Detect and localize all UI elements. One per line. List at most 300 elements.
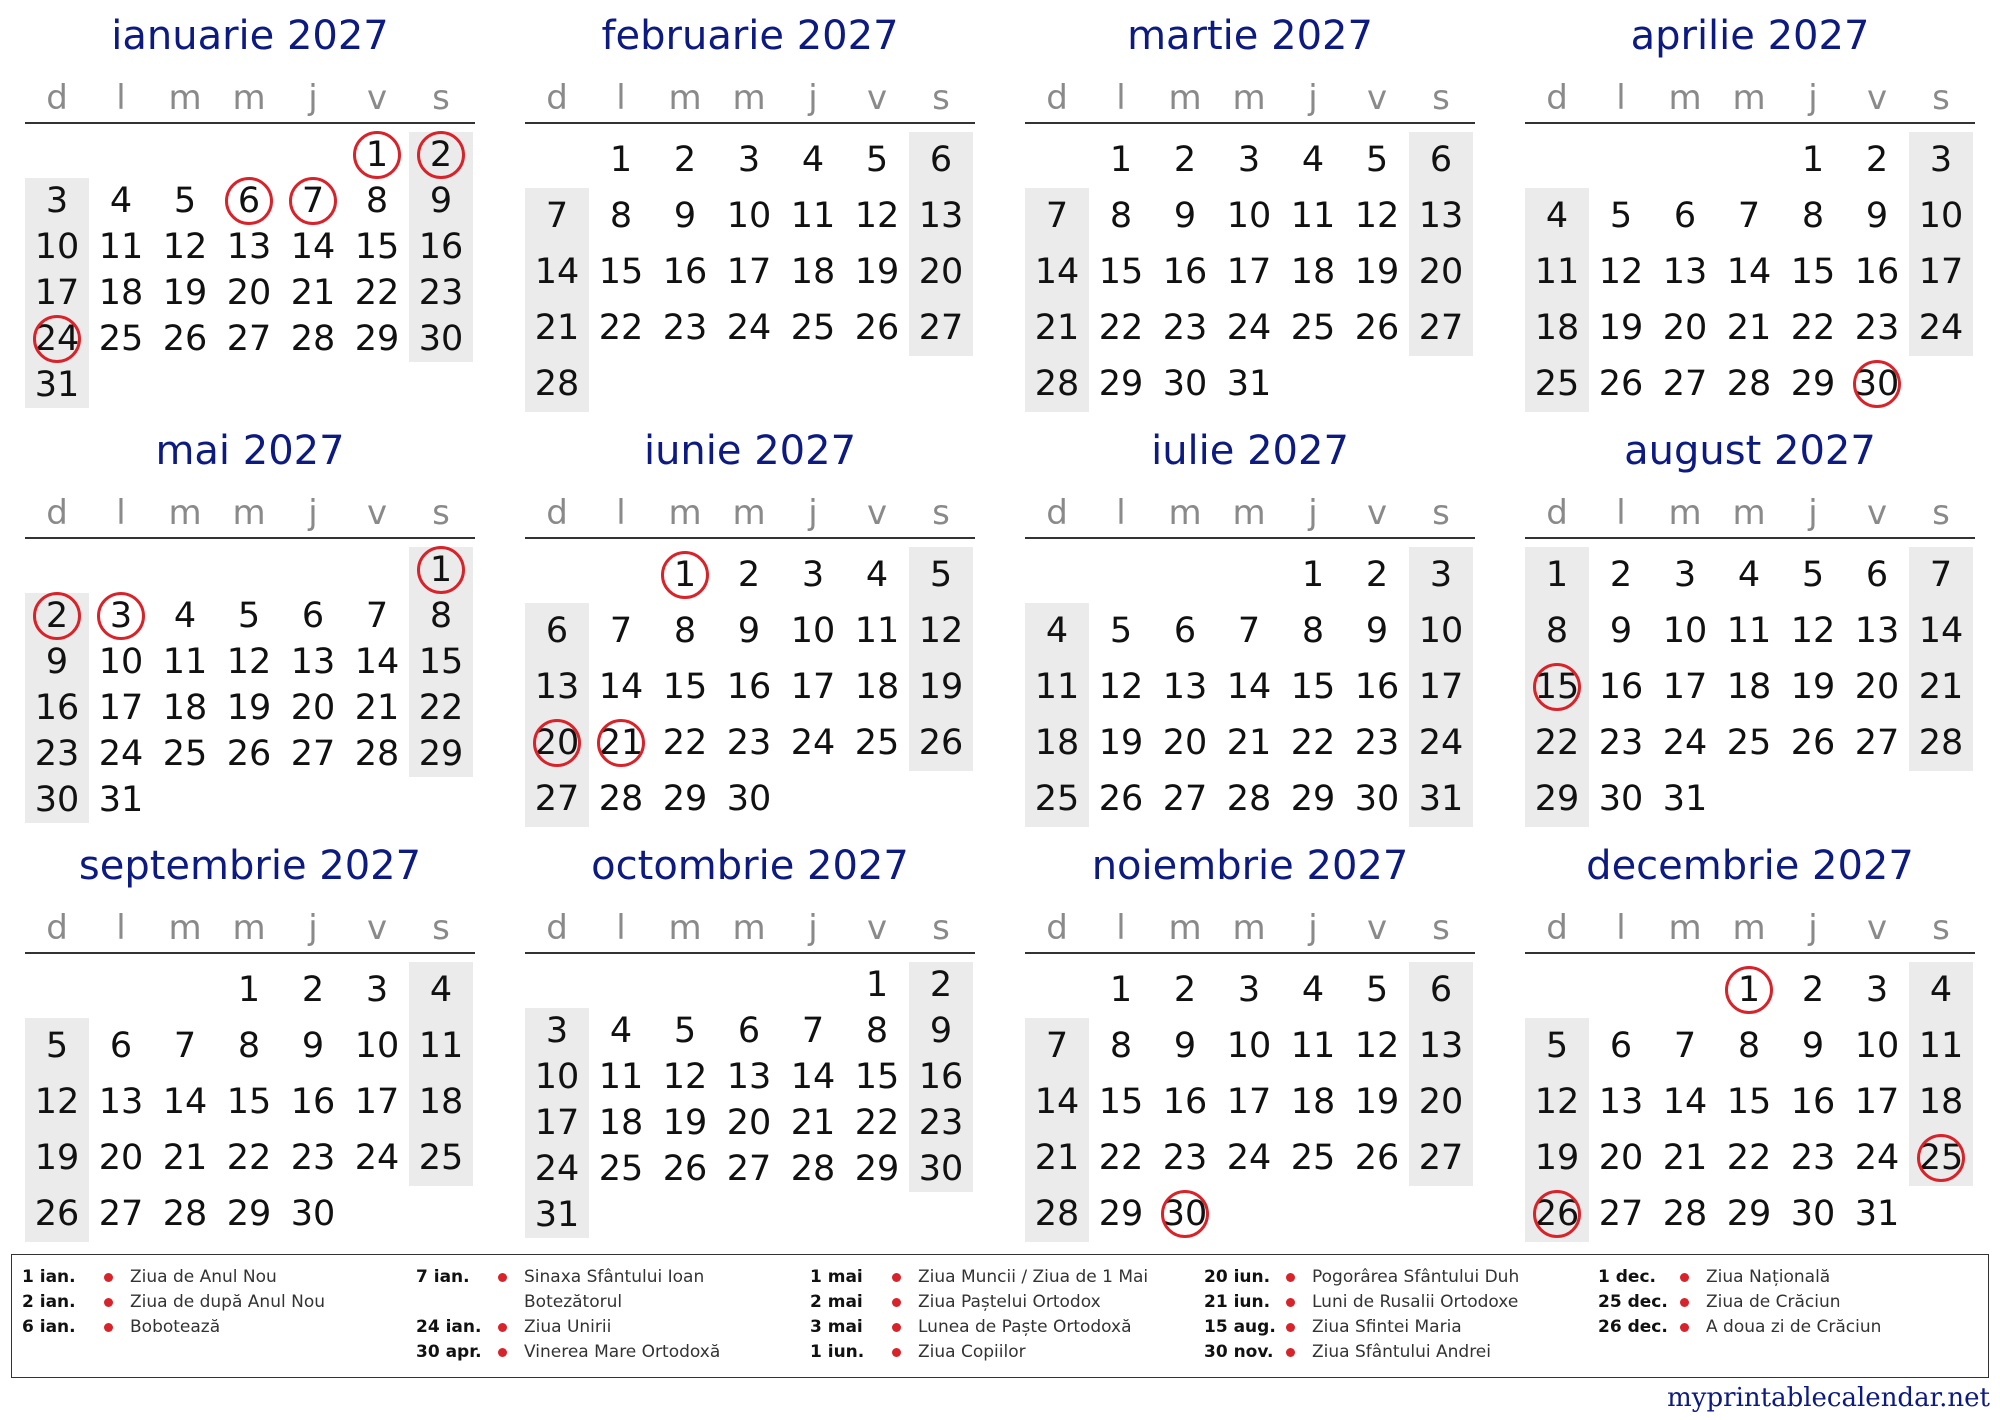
day-cell[interactable]: 8 bbox=[1109, 196, 1133, 236]
day-cell[interactable]: 13 bbox=[1418, 196, 1464, 236]
day-cell[interactable]: 3 bbox=[1929, 140, 1953, 180]
day-cell[interactable]: 11 bbox=[598, 1057, 644, 1097]
day-cell[interactable]: 16 bbox=[1162, 1082, 1208, 1122]
day-cell[interactable]: 16 bbox=[1354, 667, 1400, 707]
day-cell[interactable]: 31 bbox=[534, 1195, 580, 1235]
day-cell[interactable]: 19 bbox=[1354, 1082, 1400, 1122]
day-cell[interactable]: 1 bbox=[1109, 140, 1133, 180]
day-cell[interactable]: 28 bbox=[790, 1149, 836, 1189]
day-cell[interactable]: 13 bbox=[98, 1082, 144, 1122]
day-cell[interactable]: 10 bbox=[790, 611, 836, 651]
day-cell[interactable]: 16 bbox=[662, 252, 708, 292]
holiday-day[interactable]: 1 bbox=[345, 133, 409, 177]
day-cell[interactable]: 13 bbox=[290, 642, 336, 682]
day-cell[interactable]: 22 bbox=[1098, 308, 1144, 348]
day-cell[interactable]: 21 bbox=[1726, 308, 1772, 348]
day-cell[interactable]: 19 bbox=[1534, 1138, 1580, 1178]
day-cell[interactable]: 16 bbox=[418, 227, 464, 267]
day-cell[interactable]: 1 bbox=[237, 970, 261, 1010]
day-cell[interactable]: 6 bbox=[109, 1026, 133, 1066]
day-cell[interactable]: 27 bbox=[290, 734, 336, 774]
day-cell[interactable]: 24 bbox=[1854, 1138, 1900, 1178]
day-cell[interactable]: 3 bbox=[545, 1011, 569, 1051]
day-cell[interactable]: 27 bbox=[1418, 1138, 1464, 1178]
day-cell[interactable]: 26 bbox=[1790, 723, 1836, 763]
holiday-day[interactable]: 3 bbox=[89, 594, 153, 638]
day-cell[interactable]: 10 bbox=[98, 642, 144, 682]
day-cell[interactable]: 11 bbox=[1290, 196, 1336, 236]
day-cell[interactable]: 5 bbox=[1109, 611, 1133, 651]
day-cell[interactable]: 15 bbox=[418, 642, 464, 682]
day-cell[interactable]: 11 bbox=[854, 611, 900, 651]
day-cell[interactable]: 22 bbox=[1290, 723, 1336, 763]
day-cell[interactable]: 29 bbox=[418, 734, 464, 774]
day-cell[interactable]: 22 bbox=[1534, 723, 1580, 763]
day-cell[interactable]: 16 bbox=[1598, 667, 1644, 707]
day-cell[interactable]: 5 bbox=[673, 1011, 697, 1051]
day-cell[interactable]: 8 bbox=[1301, 611, 1325, 651]
day-cell[interactable]: 30 bbox=[1354, 779, 1400, 819]
day-cell[interactable]: 22 bbox=[354, 273, 400, 313]
day-cell[interactable]: 27 bbox=[1162, 779, 1208, 819]
day-cell[interactable]: 9 bbox=[1865, 196, 1889, 236]
day-cell[interactable]: 15 bbox=[226, 1082, 272, 1122]
day-cell[interactable]: 27 bbox=[226, 319, 272, 359]
day-cell[interactable]: 28 bbox=[1034, 1194, 1080, 1234]
day-cell[interactable]: 6 bbox=[1173, 611, 1197, 651]
day-cell[interactable]: 17 bbox=[726, 252, 772, 292]
day-cell[interactable]: 22 bbox=[854, 1103, 900, 1143]
day-cell[interactable]: 15 bbox=[1790, 252, 1836, 292]
day-cell[interactable]: 25 bbox=[1726, 723, 1772, 763]
day-cell[interactable]: 24 bbox=[1662, 723, 1708, 763]
day-cell[interactable]: 19 bbox=[162, 273, 208, 313]
day-cell[interactable]: 10 bbox=[1226, 1026, 1272, 1066]
day-cell[interactable]: 14 bbox=[1034, 1082, 1080, 1122]
day-cell[interactable]: 12 bbox=[1354, 196, 1400, 236]
day-cell[interactable]: 30 bbox=[726, 779, 772, 819]
day-cell[interactable]: 28 bbox=[1662, 1194, 1708, 1234]
day-cell[interactable]: 28 bbox=[598, 779, 644, 819]
day-cell[interactable]: 23 bbox=[1354, 723, 1400, 763]
day-cell[interactable]: 10 bbox=[34, 227, 80, 267]
day-cell[interactable]: 8 bbox=[1737, 1026, 1761, 1066]
day-cell[interactable]: 19 bbox=[662, 1103, 708, 1143]
day-cell[interactable]: 17 bbox=[98, 688, 144, 728]
day-cell[interactable]: 5 bbox=[1545, 1026, 1569, 1066]
day-cell[interactable]: 6 bbox=[1429, 970, 1453, 1010]
day-cell[interactable]: 22 bbox=[662, 723, 708, 763]
day-cell[interactable]: 14 bbox=[1662, 1082, 1708, 1122]
day-cell[interactable]: 26 bbox=[662, 1149, 708, 1189]
day-cell[interactable]: 9 bbox=[1173, 196, 1197, 236]
day-cell[interactable]: 23 bbox=[290, 1138, 336, 1178]
day-cell[interactable]: 15 bbox=[1098, 252, 1144, 292]
site-footer[interactable]: myprintablecalendar.net bbox=[1667, 1383, 1990, 1413]
day-cell[interactable]: 16 bbox=[34, 688, 80, 728]
day-cell[interactable]: 7 bbox=[173, 1026, 197, 1066]
day-cell[interactable]: 26 bbox=[34, 1194, 80, 1234]
holiday-day[interactable]: 30 bbox=[1845, 362, 1909, 406]
day-cell[interactable]: 17 bbox=[534, 1103, 580, 1143]
day-cell[interactable]: 9 bbox=[429, 181, 453, 221]
day-cell[interactable]: 31 bbox=[1854, 1194, 1900, 1234]
day-cell[interactable]: 24 bbox=[1418, 723, 1464, 763]
day-cell[interactable]: 22 bbox=[1098, 1138, 1144, 1178]
day-cell[interactable]: 19 bbox=[1354, 252, 1400, 292]
day-cell[interactable]: 6 bbox=[1429, 140, 1453, 180]
day-cell[interactable]: 6 bbox=[301, 596, 325, 636]
day-cell[interactable]: 21 bbox=[1034, 308, 1080, 348]
day-cell[interactable]: 19 bbox=[34, 1138, 80, 1178]
day-cell[interactable]: 24 bbox=[98, 734, 144, 774]
day-cell[interactable]: 14 bbox=[162, 1082, 208, 1122]
day-cell[interactable]: 14 bbox=[290, 227, 336, 267]
holiday-day[interactable]: 30 bbox=[1153, 1192, 1217, 1236]
day-cell[interactable]: 15 bbox=[854, 1057, 900, 1097]
day-cell[interactable]: 24 bbox=[1918, 308, 1964, 348]
day-cell[interactable]: 17 bbox=[1662, 667, 1708, 707]
day-cell[interactable]: 12 bbox=[226, 642, 272, 682]
day-cell[interactable]: 7 bbox=[801, 1011, 825, 1051]
day-cell[interactable]: 5 bbox=[45, 1026, 69, 1066]
day-cell[interactable]: 25 bbox=[1534, 364, 1580, 404]
day-cell[interactable]: 1 bbox=[1301, 555, 1325, 595]
day-cell[interactable]: 24 bbox=[1226, 1138, 1272, 1178]
day-cell[interactable]: 19 bbox=[918, 667, 964, 707]
day-cell[interactable]: 13 bbox=[1854, 611, 1900, 651]
day-cell[interactable]: 28 bbox=[354, 734, 400, 774]
day-cell[interactable]: 13 bbox=[1662, 252, 1708, 292]
day-cell[interactable]: 7 bbox=[1929, 555, 1953, 595]
day-cell[interactable]: 11 bbox=[790, 196, 836, 236]
day-cell[interactable]: 4 bbox=[1301, 140, 1325, 180]
day-cell[interactable]: 23 bbox=[1598, 723, 1644, 763]
day-cell[interactable]: 15 bbox=[598, 252, 644, 292]
day-cell[interactable]: 4 bbox=[1301, 970, 1325, 1010]
day-cell[interactable]: 21 bbox=[1226, 723, 1272, 763]
holiday-day[interactable]: 15 bbox=[1525, 665, 1589, 709]
day-cell[interactable]: 15 bbox=[1726, 1082, 1772, 1122]
day-cell[interactable]: 21 bbox=[162, 1138, 208, 1178]
day-cell[interactable]: 10 bbox=[1662, 611, 1708, 651]
day-cell[interactable]: 7 bbox=[1045, 196, 1069, 236]
day-cell[interactable]: 7 bbox=[1045, 1026, 1069, 1066]
day-cell[interactable]: 29 bbox=[1534, 779, 1580, 819]
day-cell[interactable]: 8 bbox=[1801, 196, 1825, 236]
day-cell[interactable]: 4 bbox=[1737, 555, 1761, 595]
day-cell[interactable]: 3 bbox=[1237, 140, 1261, 180]
holiday-day[interactable]: 25 bbox=[1909, 1136, 1973, 1180]
day-cell[interactable]: 20 bbox=[1854, 667, 1900, 707]
day-cell[interactable]: 8 bbox=[429, 596, 453, 636]
day-cell[interactable]: 19 bbox=[1790, 667, 1836, 707]
day-cell[interactable]: 12 bbox=[918, 611, 964, 651]
day-cell[interactable]: 16 bbox=[918, 1057, 964, 1097]
day-cell[interactable]: 13 bbox=[726, 1057, 772, 1097]
day-cell[interactable]: 2 bbox=[1173, 140, 1197, 180]
day-cell[interactable]: 25 bbox=[598, 1149, 644, 1189]
day-cell[interactable]: 15 bbox=[1290, 667, 1336, 707]
day-cell[interactable]: 25 bbox=[418, 1138, 464, 1178]
day-cell[interactable]: 9 bbox=[1609, 611, 1633, 651]
day-cell[interactable]: 17 bbox=[1226, 252, 1272, 292]
day-cell[interactable]: 24 bbox=[1226, 308, 1272, 348]
day-cell[interactable]: 2 bbox=[1173, 970, 1197, 1010]
day-cell[interactable]: 7 bbox=[1737, 196, 1761, 236]
day-cell[interactable]: 23 bbox=[918, 1103, 964, 1143]
day-cell[interactable]: 24 bbox=[354, 1138, 400, 1178]
day-cell[interactable]: 25 bbox=[1290, 1138, 1336, 1178]
holiday-day[interactable]: 2 bbox=[25, 594, 89, 638]
day-cell[interactable]: 9 bbox=[1365, 611, 1389, 651]
day-cell[interactable]: 27 bbox=[918, 308, 964, 348]
day-cell[interactable]: 23 bbox=[662, 308, 708, 348]
day-cell[interactable]: 29 bbox=[1790, 364, 1836, 404]
day-cell[interactable]: 18 bbox=[1918, 1082, 1964, 1122]
day-cell[interactable]: 11 bbox=[1918, 1026, 1964, 1066]
day-cell[interactable]: 8 bbox=[865, 1011, 889, 1051]
day-cell[interactable]: 20 bbox=[1598, 1138, 1644, 1178]
day-cell[interactable]: 8 bbox=[237, 1026, 261, 1066]
day-cell[interactable]: 27 bbox=[1854, 723, 1900, 763]
day-cell[interactable]: 2 bbox=[1609, 555, 1633, 595]
day-cell[interactable]: 20 bbox=[1662, 308, 1708, 348]
day-cell[interactable]: 31 bbox=[34, 365, 80, 405]
day-cell[interactable]: 8 bbox=[673, 611, 697, 651]
day-cell[interactable]: 27 bbox=[726, 1149, 772, 1189]
holiday-day[interactable]: 24 bbox=[25, 317, 89, 361]
day-cell[interactable]: 21 bbox=[354, 688, 400, 728]
holiday-day[interactable]: 1 bbox=[653, 553, 717, 597]
day-cell[interactable]: 11 bbox=[1034, 667, 1080, 707]
day-cell[interactable]: 28 bbox=[1226, 779, 1272, 819]
day-cell[interactable]: 15 bbox=[1098, 1082, 1144, 1122]
day-cell[interactable]: 21 bbox=[1918, 667, 1964, 707]
day-cell[interactable]: 12 bbox=[1098, 667, 1144, 707]
day-cell[interactable]: 6 bbox=[1673, 196, 1697, 236]
day-cell[interactable]: 29 bbox=[226, 1194, 272, 1234]
day-cell[interactable]: 9 bbox=[929, 1011, 953, 1051]
day-cell[interactable]: 6 bbox=[545, 611, 569, 651]
day-cell[interactable]: 29 bbox=[1290, 779, 1336, 819]
day-cell[interactable]: 18 bbox=[418, 1082, 464, 1122]
day-cell[interactable]: 7 bbox=[609, 611, 633, 651]
day-cell[interactable]: 14 bbox=[1918, 611, 1964, 651]
day-cell[interactable]: 9 bbox=[45, 642, 69, 682]
day-cell[interactable]: 3 bbox=[1429, 555, 1453, 595]
day-cell[interactable]: 7 bbox=[1237, 611, 1261, 651]
day-cell[interactable]: 19 bbox=[226, 688, 272, 728]
day-cell[interactable]: 14 bbox=[598, 667, 644, 707]
day-cell[interactable]: 21 bbox=[790, 1103, 836, 1143]
day-cell[interactable]: 12 bbox=[1534, 1082, 1580, 1122]
day-cell[interactable]: 10 bbox=[534, 1057, 580, 1097]
day-cell[interactable]: 3 bbox=[1673, 555, 1697, 595]
day-cell[interactable]: 10 bbox=[726, 196, 772, 236]
day-cell[interactable]: 1 bbox=[609, 140, 633, 180]
day-cell[interactable]: 7 bbox=[365, 596, 389, 636]
day-cell[interactable]: 30 bbox=[418, 319, 464, 359]
day-cell[interactable]: 18 bbox=[1726, 667, 1772, 707]
day-cell[interactable]: 10 bbox=[1918, 196, 1964, 236]
day-cell[interactable]: 18 bbox=[98, 273, 144, 313]
day-cell[interactable]: 14 bbox=[534, 252, 580, 292]
day-cell[interactable]: 25 bbox=[98, 319, 144, 359]
day-cell[interactable]: 23 bbox=[418, 273, 464, 313]
day-cell[interactable]: 31 bbox=[1226, 364, 1272, 404]
day-cell[interactable]: 18 bbox=[790, 252, 836, 292]
day-cell[interactable]: 8 bbox=[1109, 1026, 1133, 1066]
day-cell[interactable]: 4 bbox=[173, 596, 197, 636]
holiday-day[interactable]: 1 bbox=[1717, 968, 1781, 1012]
day-cell[interactable]: 13 bbox=[1418, 1026, 1464, 1066]
day-cell[interactable]: 5 bbox=[1365, 140, 1389, 180]
day-cell[interactable]: 4 bbox=[1929, 970, 1953, 1010]
day-cell[interactable]: 18 bbox=[1290, 1082, 1336, 1122]
day-cell[interactable]: 21 bbox=[290, 273, 336, 313]
day-cell[interactable]: 11 bbox=[162, 642, 208, 682]
holiday-day[interactable]: 21 bbox=[589, 721, 653, 765]
day-cell[interactable]: 5 bbox=[1365, 970, 1389, 1010]
day-cell[interactable]: 16 bbox=[290, 1082, 336, 1122]
day-cell[interactable]: 18 bbox=[162, 688, 208, 728]
day-cell[interactable]: 14 bbox=[1226, 667, 1272, 707]
day-cell[interactable]: 27 bbox=[1418, 308, 1464, 348]
day-cell[interactable]: 28 bbox=[534, 364, 580, 404]
day-cell[interactable]: 20 bbox=[98, 1138, 144, 1178]
day-cell[interactable]: 9 bbox=[1801, 1026, 1825, 1066]
day-cell[interactable]: 26 bbox=[1354, 308, 1400, 348]
day-cell[interactable]: 18 bbox=[1534, 308, 1580, 348]
day-cell[interactable]: 3 bbox=[1237, 970, 1261, 1010]
day-cell[interactable]: 3 bbox=[45, 181, 69, 221]
day-cell[interactable]: 8 bbox=[1545, 611, 1569, 651]
day-cell[interactable]: 23 bbox=[34, 734, 80, 774]
day-cell[interactable]: 18 bbox=[1290, 252, 1336, 292]
day-cell[interactable]: 10 bbox=[1854, 1026, 1900, 1066]
day-cell[interactable]: 13 bbox=[226, 227, 272, 267]
day-cell[interactable]: 2 bbox=[673, 140, 697, 180]
day-cell[interactable]: 17 bbox=[354, 1082, 400, 1122]
day-cell[interactable]: 9 bbox=[673, 196, 697, 236]
day-cell[interactable]: 17 bbox=[1918, 252, 1964, 292]
day-cell[interactable]: 27 bbox=[534, 779, 580, 819]
day-cell[interactable]: 6 bbox=[929, 140, 953, 180]
day-cell[interactable]: 10 bbox=[354, 1026, 400, 1066]
day-cell[interactable]: 8 bbox=[365, 181, 389, 221]
day-cell[interactable]: 30 bbox=[1790, 1194, 1836, 1234]
day-cell[interactable]: 11 bbox=[418, 1026, 464, 1066]
day-cell[interactable]: 16 bbox=[1854, 252, 1900, 292]
holiday-day[interactable]: 6 bbox=[217, 179, 281, 223]
day-cell[interactable]: 31 bbox=[1418, 779, 1464, 819]
day-cell[interactable]: 27 bbox=[1598, 1194, 1644, 1234]
day-cell[interactable]: 28 bbox=[1726, 364, 1772, 404]
day-cell[interactable]: 18 bbox=[854, 667, 900, 707]
day-cell[interactable]: 4 bbox=[429, 970, 453, 1010]
day-cell[interactable]: 4 bbox=[1045, 611, 1069, 651]
day-cell[interactable]: 6 bbox=[737, 1011, 761, 1051]
day-cell[interactable]: 30 bbox=[918, 1149, 964, 1189]
day-cell[interactable]: 20 bbox=[1418, 252, 1464, 292]
day-cell[interactable]: 19 bbox=[1598, 308, 1644, 348]
day-cell[interactable]: 11 bbox=[98, 227, 144, 267]
day-cell[interactable]: 6 bbox=[1865, 555, 1889, 595]
day-cell[interactable]: 15 bbox=[662, 667, 708, 707]
day-cell[interactable]: 26 bbox=[226, 734, 272, 774]
day-cell[interactable]: 22 bbox=[226, 1138, 272, 1178]
day-cell[interactable]: 14 bbox=[790, 1057, 836, 1097]
day-cell[interactable]: 29 bbox=[1098, 1194, 1144, 1234]
day-cell[interactable]: 18 bbox=[598, 1103, 644, 1143]
day-cell[interactable]: 13 bbox=[1162, 667, 1208, 707]
day-cell[interactable]: 27 bbox=[98, 1194, 144, 1234]
day-cell[interactable]: 4 bbox=[1545, 196, 1569, 236]
day-cell[interactable]: 31 bbox=[98, 780, 144, 820]
day-cell[interactable]: 21 bbox=[1662, 1138, 1708, 1178]
holiday-day[interactable]: 2 bbox=[409, 133, 473, 177]
day-cell[interactable]: 11 bbox=[1726, 611, 1772, 651]
day-cell[interactable]: 12 bbox=[854, 196, 900, 236]
day-cell[interactable]: 26 bbox=[1598, 364, 1644, 404]
day-cell[interactable]: 2 bbox=[301, 970, 325, 1010]
day-cell[interactable]: 16 bbox=[726, 667, 772, 707]
day-cell[interactable]: 19 bbox=[1098, 723, 1144, 763]
day-cell[interactable]: 20 bbox=[1418, 1082, 1464, 1122]
day-cell[interactable]: 16 bbox=[1790, 1082, 1836, 1122]
holiday-day[interactable]: 7 bbox=[281, 179, 345, 223]
day-cell[interactable]: 1 bbox=[865, 965, 889, 1005]
day-cell[interactable]: 5 bbox=[237, 596, 261, 636]
day-cell[interactable]: 3 bbox=[737, 140, 761, 180]
day-cell[interactable]: 13 bbox=[534, 667, 580, 707]
day-cell[interactable]: 26 bbox=[1098, 779, 1144, 819]
day-cell[interactable]: 3 bbox=[1865, 970, 1889, 1010]
day-cell[interactable]: 28 bbox=[162, 1194, 208, 1234]
day-cell[interactable]: 26 bbox=[162, 319, 208, 359]
day-cell[interactable]: 2 bbox=[737, 555, 761, 595]
day-cell[interactable]: 29 bbox=[662, 779, 708, 819]
day-cell[interactable]: 24 bbox=[534, 1149, 580, 1189]
day-cell[interactable]: 17 bbox=[1854, 1082, 1900, 1122]
day-cell[interactable]: 28 bbox=[290, 319, 336, 359]
day-cell[interactable]: 6 bbox=[1609, 1026, 1633, 1066]
day-cell[interactable]: 13 bbox=[918, 196, 964, 236]
day-cell[interactable]: 20 bbox=[1162, 723, 1208, 763]
day-cell[interactable]: 12 bbox=[1790, 611, 1836, 651]
day-cell[interactable]: 2 bbox=[1801, 970, 1825, 1010]
day-cell[interactable]: 14 bbox=[1034, 252, 1080, 292]
day-cell[interactable]: 5 bbox=[173, 181, 197, 221]
day-cell[interactable]: 25 bbox=[854, 723, 900, 763]
day-cell[interactable]: 14 bbox=[354, 642, 400, 682]
day-cell[interactable]: 12 bbox=[1598, 252, 1644, 292]
day-cell[interactable]: 23 bbox=[1854, 308, 1900, 348]
day-cell[interactable]: 14 bbox=[1726, 252, 1772, 292]
day-cell[interactable]: 29 bbox=[1098, 364, 1144, 404]
day-cell[interactable]: 22 bbox=[418, 688, 464, 728]
day-cell[interactable]: 17 bbox=[1418, 667, 1464, 707]
day-cell[interactable]: 8 bbox=[609, 196, 633, 236]
day-cell[interactable]: 29 bbox=[1726, 1194, 1772, 1234]
day-cell[interactable]: 12 bbox=[662, 1057, 708, 1097]
day-cell[interactable]: 21 bbox=[534, 308, 580, 348]
day-cell[interactable]: 31 bbox=[1662, 779, 1708, 819]
day-cell[interactable]: 26 bbox=[1354, 1138, 1400, 1178]
day-cell[interactable]: 19 bbox=[854, 252, 900, 292]
day-cell[interactable]: 10 bbox=[1418, 611, 1464, 651]
